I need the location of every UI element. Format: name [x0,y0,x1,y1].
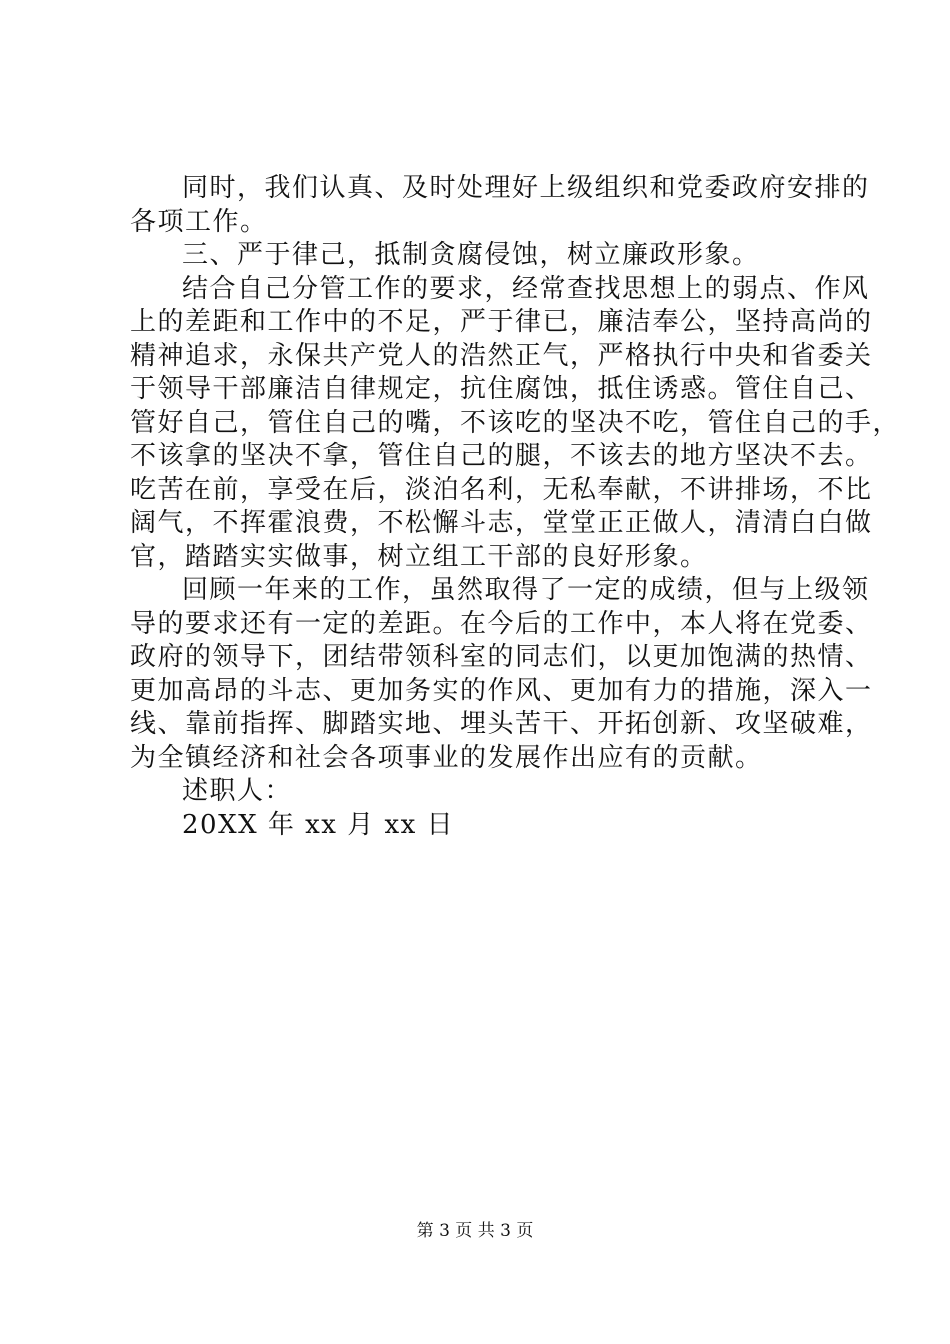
paragraph-line: 同时，我们认真、及时处理好上级组织和党委政府安排的 [182,173,870,203]
paragraph-line: 管好自己，管住自己的嘴，不该吃的坚决不吃，管住自己的手， [130,407,901,438]
paragraph-line: 政府的领导下，团结带领科室的同志们，以更加饱满的热情、 [130,642,873,672]
paragraph-line: 阔气，不挥霍浪费，不松懈斗志，堂堂正正做人，清清白白做 [130,508,873,538]
signature-label: 述职人： [182,776,293,806]
paragraph-line: 上的差距和工作中的不足，严于律已，廉洁奉公，坚持高尚的 [130,307,873,337]
paragraph-line: 线、靠前指挥、脚踏实地、埋头苦干、开拓创新、攻坚破难， [130,709,873,739]
section-heading: 三、严于律己，抵制贪腐侵蚀，树立廉政形象。 [182,240,760,270]
paragraph-line: 回顾一年来的工作，虽然取得了一定的成绩，但与上级领 [182,575,870,605]
page-number-footer: 第 3 页 共 3 页 [416,1221,534,1241]
document-body [130,172,901,842]
paragraph-line: 于领导干部廉洁自律规定，抗住腐蚀，抵住诱惑。管住自己、 [130,374,873,404]
paragraph-line: 为全镇经济和社会各项事业的发展作出应有的贡献。 [130,742,763,773]
paragraph-line: 不该拿的坚决不拿，管住自己的腿，不该去的地方坚决不去。 [130,441,873,471]
paragraph-line: 更加高昂的斗志、更加务实的作风、更加有力的措施，深入一 [130,675,873,706]
paragraph-line: 精神追求，永保共产党人的浩然正气，严格执行中央和省委关 [130,340,873,371]
paragraph-line: 结合自己分管工作的要求，经常查找思想上的弱点、作风 [182,273,870,304]
paragraph-line: 导的要求还有一定的差距。在今后的工作中，本人将在党委、 [130,608,873,639]
signature-date: 20XX 年 xx 月 xx 日 [182,809,455,840]
paragraph-line: 吃苦在前，享受在后，淡泊名利，无私奉献，不讲排场，不比 [130,474,873,505]
paragraph-line: 各项工作。 [130,206,268,237]
paragraph-line: 官，踏踏实实做事，树立组工干部的良好形象。 [130,541,708,572]
